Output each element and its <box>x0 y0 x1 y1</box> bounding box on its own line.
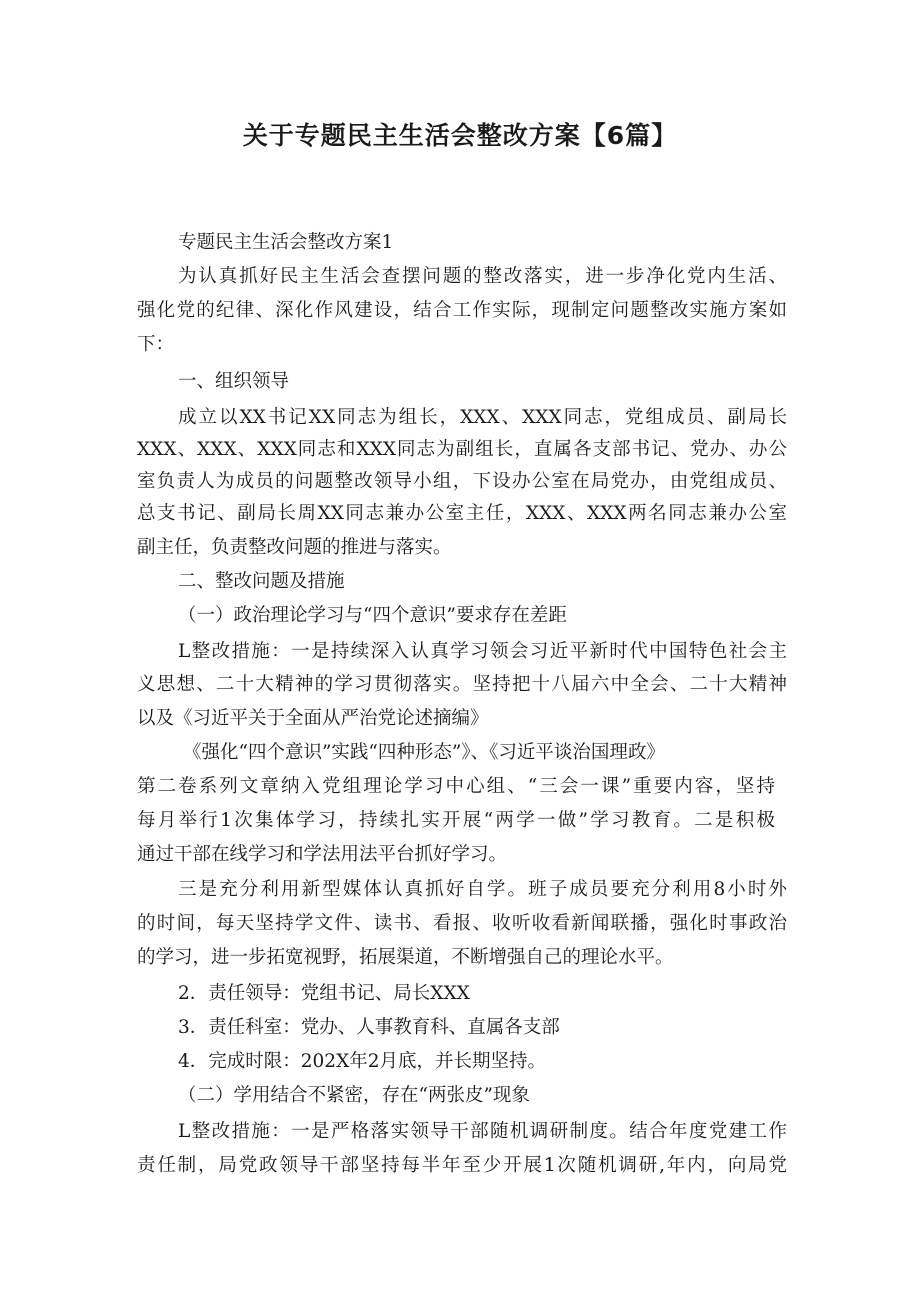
paragraph-line: 的学习，进一步拓宽视野，拓展渠道，不断增强自己的理论水平。 <box>137 947 674 968</box>
paragraph-line: 为认真抓好民主生活会查摆问题的整改落实，进一步净化党内生活、 <box>178 266 787 287</box>
paragraph-line: 三是充分利用新型媒体认真抓好自学。班子成员要充分利用8小时外 <box>178 879 787 900</box>
paragraph-line: 下： <box>137 334 175 355</box>
paragraph-line: 每月举行1次集体学习，持续扎实开展“两学一做”学习教育。二是积极 <box>137 810 775 831</box>
section-heading: 二、整改问题及措施 <box>178 571 345 592</box>
list-item: 3．责任科室：党办、人事教育科、直属各支部 <box>178 1017 560 1038</box>
paragraph-line: 义思想、二十大精神的学习贯彻落实。坚持把十八届六中全会、二十大精神 <box>137 674 787 695</box>
document-title: 关于专题民主生活会整改方案【6篇】 <box>242 121 678 150</box>
list-item: 4．完成时限：202X年2月底，并长期坚持。 <box>178 1051 547 1072</box>
list-item: 2．责任领导：党组书记、局长XXX <box>178 983 470 1004</box>
paragraph-line: 总支书记、副局长周XX同志兼办公室主任，XXX、XXX两名同志兼办公室 <box>137 503 787 524</box>
section-heading: 一、组织领导 <box>178 371 290 392</box>
paragraph-line: 《强化“四个意识”实践“四种形态”》、《习近平谈治国理政》 <box>183 742 665 763</box>
paragraph-line: 的时间，每天坚持学文件、读书、看报、收听收看新闻联播，强化时事政治 <box>137 913 787 934</box>
paragraph-line: L整改措施：一是持续深入认真学习领会习近平新时代中国特色社会主 <box>178 641 787 662</box>
paragraph-line: 责任制，局党政领导干部坚持每半年至少开展1次随机调研,年内，向局党 <box>137 1155 787 1176</box>
section-heading: 专题民主生活会整改方案1 <box>178 232 394 253</box>
paragraph-line: 副主任，负责整改问题的推进与落实。 <box>137 537 452 558</box>
paragraph-line: 以及《习近平关于全面从严治党论述摘编》 <box>137 708 489 729</box>
paragraph-line: 强化党的纪律、深化作风建设，结合工作实际，现制定问题整改实施方案如 <box>137 300 787 321</box>
paragraph-line: 第二卷系列文章纳入党组理论学习中心组、“三会一课”重要内容，坚持 <box>137 776 775 797</box>
paragraph-line: 成立以XX书记XX同志为组长，XXX、XXX同志，党组成员、副局长 <box>178 407 787 428</box>
paragraph-line: 室负责人为成员的问题整改领导小组，下设办公室在局党办，由党组成员、 <box>137 471 787 492</box>
subsection-heading: （一）政治理论学习与“四个意识”要求存在差距 <box>178 605 567 626</box>
subsection-heading: （二）学用结合不紧密，存在“两张皮”现象 <box>178 1085 530 1106</box>
paragraph-line: XXX、XXX、XXX同志和XXX同志为副组长，直属各支部书记、党办、办公 <box>137 439 787 460</box>
paragraph-line: 通过干部在线学习和学法用法平台抓好学习。 <box>137 844 508 865</box>
paragraph-line: L整改措施：一是严格落实领导干部随机调研制度。结合年度党建工作 <box>178 1121 787 1142</box>
